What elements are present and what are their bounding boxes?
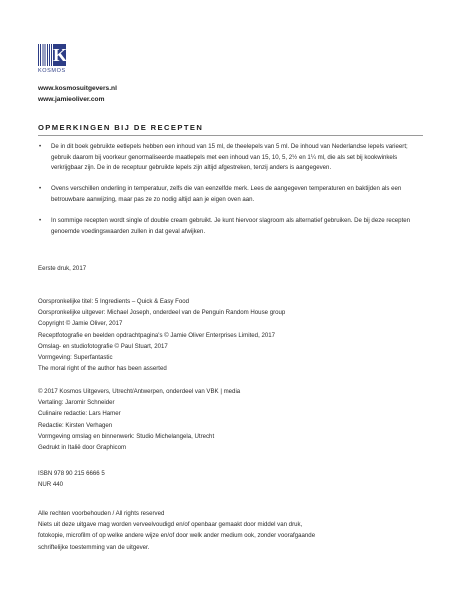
recipe-notes-list [38,142,420,248]
logo-name: KOSMOS [38,68,66,74]
website-links [38,84,117,105]
credit-line: Culinaire redactie: Lars Hamer [38,410,121,418]
dutch-edition-credits [38,386,240,453]
url-kosmos[interactable]: www.kosmosuitgevers.nl [38,85,117,92]
credit-line: Copyright © Jamie Oliver, 2017 [38,320,123,328]
note-item-cream [38,216,420,237]
heading-divider [38,135,423,136]
credit-line: Vertaling: Jaromir Schneider [38,399,115,407]
rights-line: Niets uit deze uitgave mag worden verveelvoudigd en/of openbaar gemaakt door middel van druk, [38,521,303,529]
notes-heading: OPMERKINGEN BIJ DE RECEPTEN [38,123,204,132]
credit-line: Vormgeving: Superfantastic [38,354,113,362]
note-text: Ovens verschillen onderling in temperatuur, zelfs die van eenzelfde merk. Lees de aangegeven temperaturen en baktijden als een betrouwbare aanwijzing, maar pas ze zo nodig altijd aan je eigen oven aan. [51,185,402,203]
nur-line: NUR 440 [38,481,64,489]
edition-info [38,263,86,274]
credit-line: © 2017 Kosmos Uitgevers, Utrecht/Antwerpen, onderdeel van VBK | media [38,388,241,395]
logo-stripes [38,44,53,66]
publisher-logo [38,44,68,74]
url-jamieoliver[interactable]: www.jamieoliver.com [38,95,105,103]
credit-line: The moral right of the author has been asserted [38,365,167,373]
isbn-info [38,468,105,490]
note-text: In sommige recepten wordt single of double cream gebruikt. Je kunt hiervoor slagroom als alternatief gebruiken. De bij deze recepten genoemde voedingswaarden zullen in dat geval afwijken. [51,216,411,235]
rights-line: fotokopie, microfilm of op welke andere wijze en/of door welk ander medium ook, zonder voorafgaande [38,532,316,540]
credit-line: Receptfotografie en beelden opdrachtpagina's © Jamie Oliver Enterprises Limited, 2017 [38,331,276,339]
bullet-dot-icon: • [39,216,42,224]
logo-letter: K [53,45,68,65]
bullet-dot-icon: • [39,185,42,193]
credit-line: Redactie: Kirsten Verhagen [38,421,113,429]
note-item-spoons [38,142,420,174]
edition-line: Eerste druk, 2017 [38,265,87,272]
credit-line: Oorspronkelijke titel: 5 Ingredients – Quick & Easy Food [38,298,190,305]
rights-line: schriftelijke toestemming van de uitgever. [38,543,150,551]
rights-line: Alle rechten voorbehouden / All rights reserved [38,510,165,517]
isbn-line: ISBN 978 90 215 6666 5 [38,470,105,477]
credit-line: Vormgeving omslag en binnenwerk: Studio Michelangela, Utrecht [38,432,215,440]
rights-notice [38,508,315,553]
logo-mark [38,44,68,66]
original-edition-credits [38,296,285,374]
note-text: De in dit boek gebruikte eetlepels hebben een inhoud van 15 ml, de theelepels van 5 ml. De inhoud van Nederlandse lepels varieert; gebruik daarom bij voorkeur genormaliseerde maatlepels met een inhoud van 15, 10, 5, 2½ en 1¼ ml, die als set bij kookwinkels verkrijgbaar zijn. De in de receptuur gebruikte lepels zijn altijd afgestreken, tenzij anders is aangegeven. [51,143,408,172]
credit-line: Omslag- en studiofotografie © Paul Stuart, 2017 [38,342,168,350]
credit-line: Gedrukt in Italië door Graphicom [38,444,127,452]
credit-line: Oorspronkelijke uitgever: Michael Joseph, onderdeel van de Penguin Random House group [38,309,286,317]
note-item-ovens [38,184,420,205]
bullet-dot-icon: • [39,143,42,150]
